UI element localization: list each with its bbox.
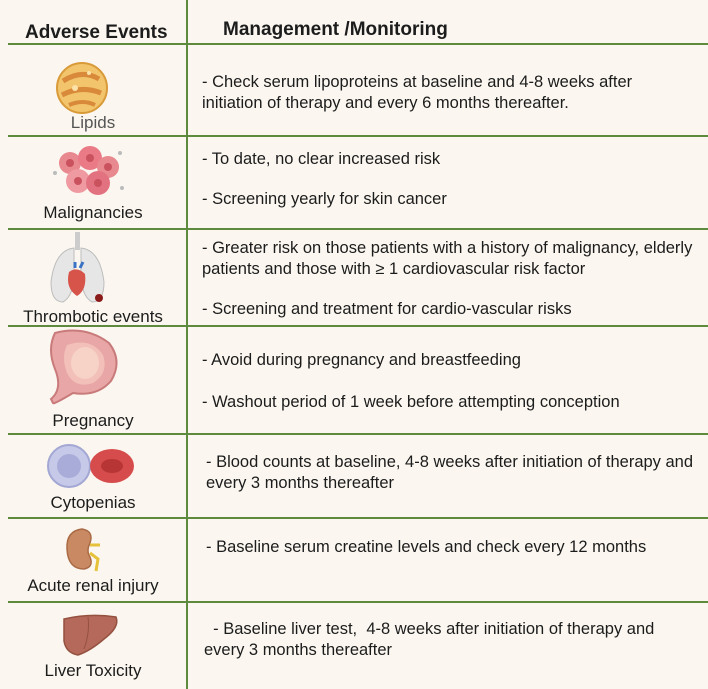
row-label: Malignancies bbox=[43, 203, 143, 222]
table-header bbox=[0, 0, 708, 44]
row-text: - Washout period of 1 week before attempting conception bbox=[202, 393, 620, 411]
row-text: - Greater risk on those patients with a history of malignancy, elderly patients and those with ≥ 1 cardiovascular risk factor bbox=[202, 239, 693, 278]
row-label: Thrombotic events bbox=[23, 307, 163, 326]
header-management-monitoring: Management /Monitoring bbox=[223, 19, 448, 40]
table-row-malignancies bbox=[0, 137, 708, 228]
table-row-cytopenias bbox=[0, 435, 708, 517]
table-row-liver-toxicity bbox=[0, 603, 708, 689]
row-text: - Avoid during pregnancy and breastfeeding bbox=[202, 351, 521, 369]
row-label: Lipids bbox=[70, 113, 116, 132]
lungs-heart-icon bbox=[47, 232, 109, 308]
table-row-lipids bbox=[0, 45, 708, 135]
tumor-cells-icon bbox=[50, 143, 130, 203]
table-row-pregnancy bbox=[0, 327, 708, 433]
row-text: - Baseline liver test, 4-8 weeks after initiation of therapy and every 3 months thereafter bbox=[204, 620, 659, 659]
row-text: - To date, no clear increased risk bbox=[202, 150, 441, 168]
row-label: Acute renal injury bbox=[27, 576, 159, 595]
lipid-droplet-icon bbox=[55, 61, 109, 115]
row-text: - Check serum lipoproteins at baseline and 4-8 weeks after initiation of therapy and every 6 months thereafter. bbox=[202, 73, 633, 112]
header-adverse-events: Adverse Events bbox=[25, 22, 168, 43]
blood-cells-icon bbox=[46, 443, 138, 489]
liver-icon bbox=[60, 613, 120, 657]
kidney-icon bbox=[64, 527, 104, 573]
uterus-fetus-icon bbox=[45, 329, 123, 405]
row-label: Liver Toxicity bbox=[44, 661, 142, 680]
row-label: Cytopenias bbox=[50, 493, 136, 512]
row-text: - Screening yearly for skin cancer bbox=[202, 190, 447, 208]
row-text: - Blood counts at baseline, 4-8 weeks after initiation of therapy and every 3 months thereafter bbox=[206, 453, 694, 492]
table-row-thrombotic-events bbox=[0, 230, 708, 325]
row-text: - Screening and treatment for cardio-vascular risks bbox=[202, 300, 572, 318]
row-label: Pregnancy bbox=[52, 411, 134, 430]
table-row-acute-renal-injury bbox=[0, 519, 708, 601]
row-text: - Baseline serum creatine levels and check every 12 months bbox=[206, 538, 647, 556]
